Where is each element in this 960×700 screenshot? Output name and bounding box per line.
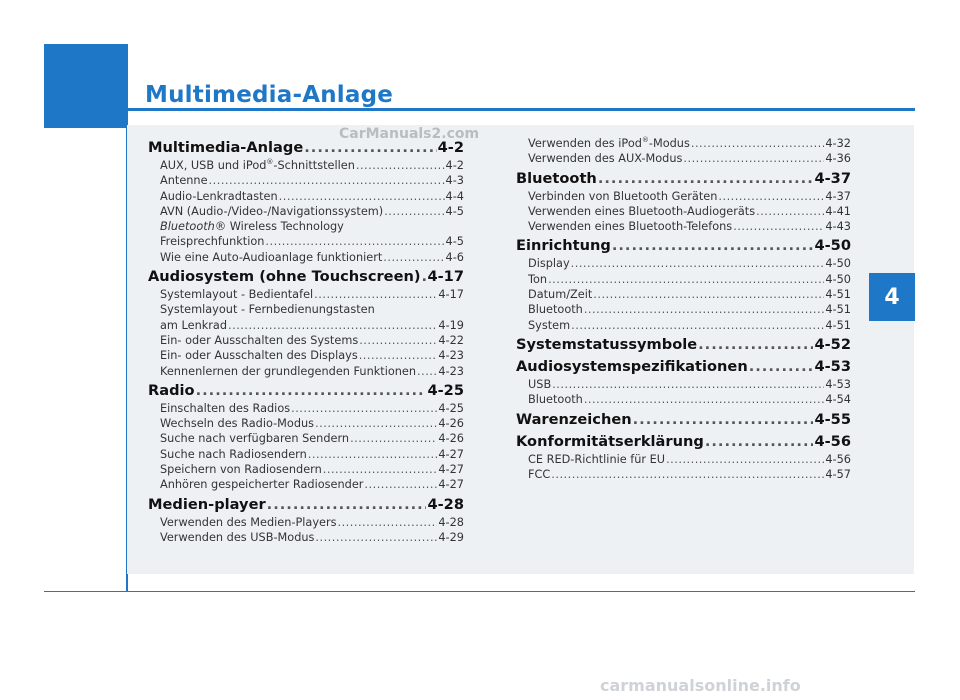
toc-item[interactable]: Verwenden des USB-Modus ..... 4-29 xyxy=(148,530,464,545)
toc-item[interactable]: Verwenden des Medien-Players ..... 4-28 xyxy=(148,515,464,530)
toc-section[interactable]: Konformitätserklärung ..... 4-56 xyxy=(516,432,851,452)
toc-item[interactable]: FCC ..... 4-57 xyxy=(516,467,851,482)
toc-item[interactable]: Audio-Lenkradtasten ..... 4-4 xyxy=(148,189,464,204)
toc-item[interactable]: Kennenlernen der grundlegenden Funktionen ..... 4-23 xyxy=(148,364,464,379)
toc-section[interactable]: Radio ..... 4-25 xyxy=(148,381,464,401)
toc-item[interactable]: Anhören gespeicherter Radiosender ..... 4-27 xyxy=(148,477,464,492)
toc-item[interactable]: Systemlayout - Bedientafel ..... 4-17 xyxy=(148,287,464,302)
watermark-text: CarManuals2.com xyxy=(339,126,480,142)
toc-item[interactable]: Verbinden von Bluetooth Geräten ..... 4-37 xyxy=(516,189,851,204)
toc-item[interactable]: Wechseln des Radio-Modus ..... 4-26 xyxy=(148,416,464,431)
toc-section[interactable]: Einrichtung ..... 4-50 xyxy=(516,236,851,256)
title-underline xyxy=(127,108,915,111)
toc-item-line1[interactable]: Bluetooth® Wireless Technology xyxy=(160,220,344,234)
toc-item-line1[interactable]: Systemlayout - Fernbedienungstasten xyxy=(160,303,375,317)
toc-item[interactable]: Verwenden des AUX-Modus ..... 4-36 xyxy=(516,151,851,166)
toc-item[interactable]: Ton ..... 4-50 xyxy=(516,272,851,287)
toc-item[interactable]: Verwenden eines Bluetooth-Telefons ..... 4-43 xyxy=(516,219,851,234)
toc-section[interactable]: Audiosystemspezifikationen ..... 4-53 xyxy=(516,357,851,377)
toc-item[interactable]: Verwenden eines Bluetooth-Audiogeräts ..... 4-41 xyxy=(516,204,851,219)
toc-item[interactable]: USB ..... 4-53 xyxy=(516,377,851,392)
toc-item[interactable]: Einschalten des Radios ..... 4-25 xyxy=(148,401,464,416)
toc-section[interactable]: Audiosystem (ohne Touchscreen) ..... 4-17 xyxy=(148,267,464,287)
toc-item[interactable]: CE RED-Richtlinie für EU ..... 4-56 xyxy=(516,452,851,467)
toc-column-right xyxy=(516,136,851,482)
toc-item[interactable]: Bluetooth ..... 4-54 xyxy=(516,392,851,407)
toc-item[interactable]: Bluetooth ..... 4-51 xyxy=(516,302,851,317)
toc-section[interactable]: Multimedia-Anlage ..... 4-2 xyxy=(148,138,464,158)
page-title: Multimedia-Anlage xyxy=(145,82,394,108)
toc-section[interactable]: Systemstatussymbole ..... 4-52 xyxy=(516,335,851,355)
toc-section[interactable]: Medien-player ..... 4-28 xyxy=(148,495,464,515)
toc-item[interactable]: Ein- oder Ausschalten des Systems ..... 4-22 xyxy=(148,333,464,348)
toc-item[interactable]: Suche nach Radiosendern ..... 4-27 xyxy=(148,447,464,462)
toc-item[interactable]: AUX, USB und iPod®-Schnittstellen ..... 4-2 xyxy=(148,158,464,173)
footer-watermark: carmanualsonline.info xyxy=(600,676,801,695)
toc-column-left xyxy=(148,136,464,545)
toc-section[interactable]: Bluetooth ..... 4-37 xyxy=(516,169,851,189)
header-color-block xyxy=(44,44,127,128)
toc-item[interactable]: Suche nach verfügbaren Sendern ..... 4-26 xyxy=(148,431,464,446)
toc-item[interactable]: Verwenden des iPod®-Modus ..... 4-32 xyxy=(516,136,851,151)
toc-item[interactable]: Speichern von Radiosendern ..... 4-27 xyxy=(148,462,464,477)
toc-item[interactable]: System ..... 4-51 xyxy=(516,318,851,333)
toc-item[interactable]: Wie eine Auto-Audioanlage funktioniert ..... 4-6 xyxy=(148,250,464,265)
chapter-tab[interactable]: 4 xyxy=(869,273,915,321)
toc-item[interactable]: Datum/Zeit ..... 4-51 xyxy=(516,287,851,302)
bottom-rule xyxy=(44,591,915,592)
toc-section[interactable]: Warenzeichen ..... 4-55 xyxy=(516,410,851,430)
toc-item[interactable]: Display ..... 4-50 xyxy=(516,256,851,271)
toc-item[interactable]: Freisprechfunktion ..... 4-5 xyxy=(148,234,464,249)
toc-item[interactable]: Antenne ..... 4-3 xyxy=(148,173,464,188)
toc-item[interactable]: Ein- oder Ausschalten des Displays ..... 4-23 xyxy=(148,348,464,363)
toc-item[interactable]: am Lenkrad ..... 4-19 xyxy=(148,318,464,333)
toc-item[interactable]: AVN (Audio-/Video-/Navigationssystem) ..... 4-5 xyxy=(148,204,464,219)
